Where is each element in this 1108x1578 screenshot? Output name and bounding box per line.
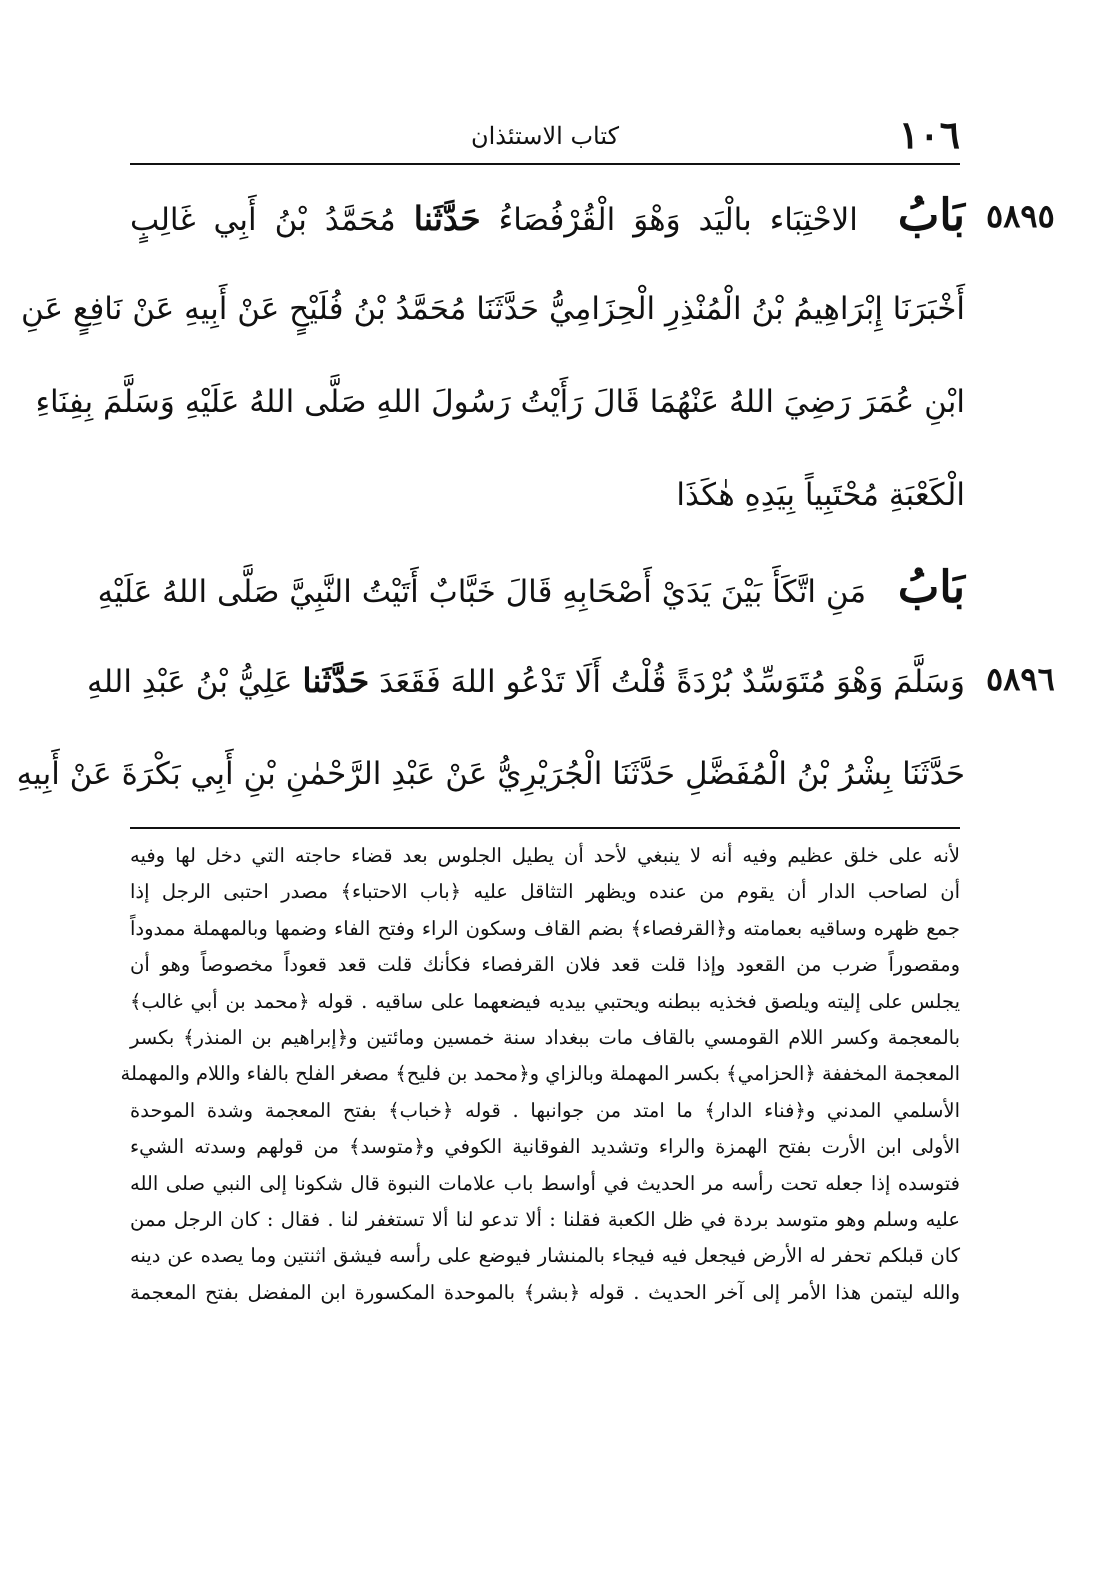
haddathana-marker: حَدَّثَنا — [302, 661, 370, 700]
hadith-text — [16, 180, 965, 831]
hadith-line-text: مُحَمَّدُ بْنُ أَبِي غَالِبٍ — [130, 202, 396, 238]
running-head — [130, 112, 960, 158]
commentary-line: لأنه على خلق عظيم وفيه أنه لا ينبغي لأحد أن يطيل الجلوس بعد قضاء حاجته التي دخل لها وفيه — [130, 844, 960, 867]
commentary-line: فتوسده إذا جعله تحت رأسه مر الحديث في أواسط باب علامات النبوة قال شكونا إلى النبي صلى الله — [130, 1171, 960, 1195]
hadith-line — [97, 552, 965, 645]
hadith-line-text: وَسَلَّمَ وَهْوَ مُتَوَسِّدٌ بُرْدَةً قُلْتُ أَلَا تَدْعُو اللهَ فَقَعَدَ — [379, 664, 965, 700]
haddathana-marker: حَدَّثَنا — [413, 199, 481, 238]
commentary-line: عليه وسلم وهو متوسد بردة في ظل الكعبة فقلنا : ألا تدعو لنا ألا تستغفر لنا . فقال : كان الرجل ممن — [130, 1207, 960, 1231]
bab-heading: بَابُ — [897, 190, 965, 241]
commentary-line: المعجمة المخففة ﴿الحزامي﴾ بكسر المهملة وبالزاي و﴿محمد بن فليح﴾ مصغر الفلح بالفاء واللام والمهملة — [120, 1062, 960, 1086]
commentary-line: جمع ظهره وساقيه بعمامته و﴿القرفصاء﴾ بضم القاف وسكون الراء وفتح الفاء وضمها وبالمهملة ممدوداً — [130, 916, 960, 940]
hadith-line — [130, 180, 965, 273]
hadith-line: أَخْبَرَنَا إِبْرَاهِيمُ بْنُ الْمُنْذِرِ الْحِزَامِيُّ حَدَّثَنَا مُحَمَّدُ بْنُ فُلَيْحٍ عَنْ أَبِيهِ عَنْ نَافِعٍ عَنِ — [21, 291, 965, 327]
hadith-line-text: عَلِيُّ بْنُ عَبْدِ اللهِ — [87, 664, 293, 700]
hadith-number: ٥٨٩٥ — [986, 197, 1055, 235]
hadith-line — [87, 645, 965, 738]
commentary-line: بالمعجمة وكسر اللام القومسي بالقاف مات ببغداد سنة خمسين ومائتين و﴿إبراهيم بن المنذر﴾ بكسر — [130, 1025, 960, 1049]
commentary-line: أن لصاحب الدار أن يقوم من عنده ويظهر التثاقل عليه ﴿باب الاحتباء﴾ مصدر احتبى الرجل إذا — [130, 880, 960, 904]
commentary-line: الأولى ابن الأرت بفتح الهمزة والراء وتشديد الفوقانية الكوفي و﴿متوسد﴾ من قولهم وسدته الشيء — [130, 1135, 960, 1159]
commentary-line: كان قبلكم تحفر له الأرض فيجعل فيه فيجاء بالمنشار فيوضع على رأسه فيشق اثنتين وما يصده عن دينه — [130, 1244, 960, 1268]
hadith-line-text: مَنِ اتَّكَأَ بَيْنَ يَدَيْ أَصْحَابِهِ قَالَ خَبَّابٌ أَتَيْتُ النَّبِيَّ صَلَّى اللهُ عَلَيْهِ — [97, 574, 867, 610]
commentary-line: الأسلمي المدني و﴿فناء الدار﴾ ما امتد من جوانبها . قوله ﴿خباب﴾ بفتح المعجمة وشدة الموحدة — [130, 1098, 960, 1122]
header-divider — [130, 163, 960, 165]
commentary-line: والله ليتمن هذا الأمر إلى آخر الحديث . قوله ﴿بشر﴾ بالموحدة المكسورة ابن المفضل بفتح المعجمة — [130, 1280, 960, 1304]
commentary — [120, 838, 960, 1311]
bab-heading: بَابُ — [897, 562, 965, 613]
hadith-number: ٥٨٩٦ — [986, 660, 1055, 698]
commentary-divider — [130, 827, 960, 829]
commentary-line: يجلس على إليته ويلصق فخذيه ببطنه ويحتبي بيديه فيضعهما على ساقيه . قوله ﴿محمد بن أبي غالب﴾ — [130, 989, 960, 1013]
hadith-line: حَدَّثَنَا بِشْرُ بْنُ الْمُفَضَّلِ حَدَّثَنَا الْجُرَيْرِيُّ عَنْ عَبْدِ الرَّحْمٰنِ بْنِ أَبِي بَكْرَةَ عَنْ أَبِيهِ — [16, 756, 965, 792]
hadith-line: ابْنِ عُمَرَ رَضِيَ اللهُ عَنْهُمَا قَالَ رَأَيْتُ رَسُولَ اللهِ صَلَّى اللهُ عَلَيْهِ وَسَلَّمَ بِفِنَاءِ — [35, 384, 965, 420]
hadith-line-text: الاحْتِبَاء بالْيَد وَهْوَ الْقُرْفُصَاءُ — [498, 202, 858, 238]
book-title: كتاب الاستئذان — [470, 122, 620, 150]
commentary-line: ومقصوراً ضرب من القعود وإذا قلت قعد فلان القرفصاء فكأنك قلت قعد قعوداً مخصوصاً وهو أن — [130, 953, 960, 977]
page-number: ١٠٦ — [898, 112, 960, 157]
hadith-line: الْكَعْبَةِ مُحْتَبِياً بِيَدِهِ هٰكَذَا — [676, 477, 965, 513]
